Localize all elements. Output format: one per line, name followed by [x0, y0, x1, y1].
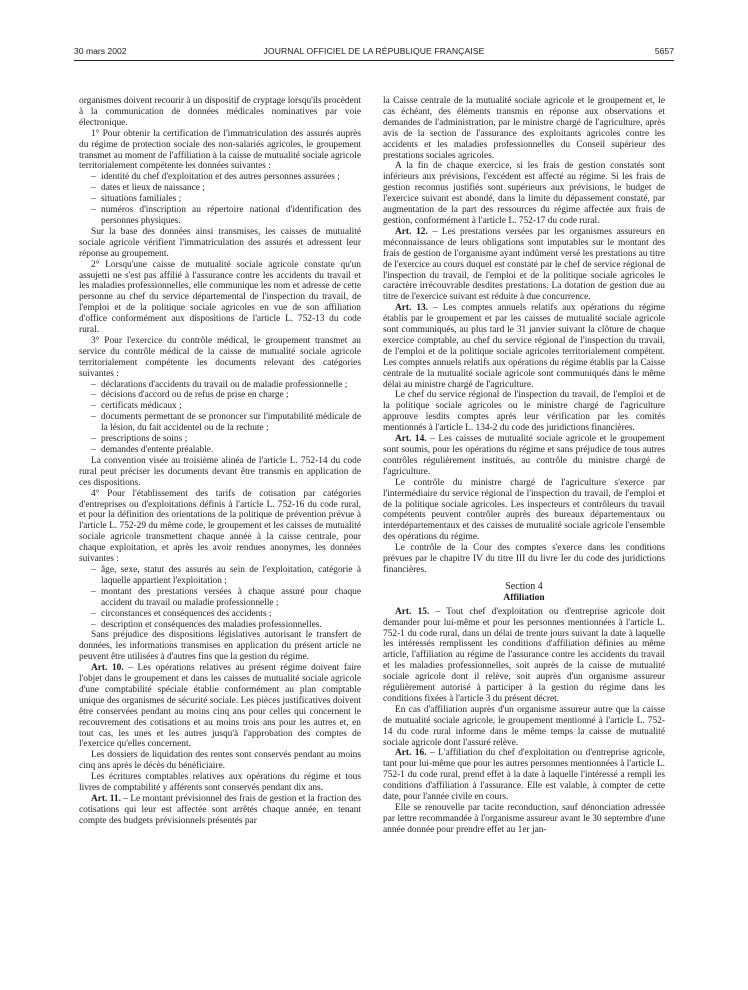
paragraph: 4° Pour l'établissement des tarifs de cotisation par catégories d'entreprises ou d'exploitations définis à l'article L. 752-16 du code rural, et pour la définition des orientations de la politique de prévention prévue à l'article L. 752-29 du même code, le groupement et les caisses de mutualité sociale agricole transmettent chaque année à la caisse centrale, pour chaque exploitation, et après les avoir rendues anonymes, les données suivantes : [79, 488, 361, 565]
list-item: – âge, sexe, statut des assurés au sein de l'exploitation, catégorie à laquelle appartient l'exploitation ; [91, 565, 361, 587]
article-14 [383, 434, 665, 478]
article-text: – Les opérations relatives au présent régime doivent faire l'objet dans le groupement et dans les caisses de mutualité sociale agricole d'une comptabilité spéciale établie conformément au plan comptable unique des organismes de sécurité sociale. Les pièces justificatives doivent être conservées pendant au moins cinq ans pour celles qui concernent le recouvrement des cotisations et au moins trois ans pour les autres et, en tout cas, les unes et les autres jusqu'à l'approbation des comptes de l'exercice qu'elles concernent. [79, 663, 361, 750]
list-item: – déclarations d'accidents du travail ou de maladie professionnelle ; [91, 380, 361, 391]
section-heading: Section 4 [505, 580, 543, 592]
article-label: Art. 14. [395, 434, 427, 445]
paragraph: Le contrôle du ministre chargé de l'agriculture s'exerce par l'intermédiaire du service régional de l'inspection du travail, de l'emploi et de la politique sociale agricoles. Les inspecteurs et contrôleurs du travail compétents peuvent contrôler auprès des bureaux départementaux ou interdépartementaux et des caisses de mutualité sociale agricole l'ensemble des opérations du régime. [383, 477, 665, 543]
paragraph: Sans préjudice des dispositions législatives autorisant le transfert de données, les informations transmises en application du présent article ne peuvent être utilisées à d'autres fins que la gestion du régime. [79, 630, 361, 663]
header-date: 30 mars 2002 [74, 46, 127, 56]
list-item: – montant des prestations versées à chaque assuré pour chaque accident du travail ou maladie professionnelle ; [91, 587, 361, 609]
article-text: – Les prestations versées par les organismes assureurs en méconnaissance de leurs obligations sont imputables sur le montant des frais de gestion de l'organisme ayant indûment versé les prestations au titre de l'exercice au cours duquel est constaté par le chef de service régional de l'inspection du travail, de l'emploi et de la politique sociale agricoles le caractère irrécouvrable desdites prestations. La dotation de gestion due au titre de l'exercice suivant est réduite à due concurrence. [383, 226, 665, 303]
article-label: Art. 13. [395, 303, 429, 314]
page-header [74, 44, 674, 61]
paragraph: Elle se renouvelle par tacite reconduction, sauf dénonciation adressée par lettre recommandée à l'organisme assureur avant le 30 septembre d'une année donnée pour prendre effet au 1er jan- [383, 803, 665, 835]
article-label: Art. 15. [395, 606, 430, 617]
list-item: – certificats médicaux ; [91, 401, 361, 412]
paragraph: La convention visée au troisième alinéa de l'article L. 752-14 du code rural peut préciser les documents devant être transmis en application de ces dispositions. [79, 455, 361, 488]
paragraph: Le chef du service régional de l'inspection du travail, de l'emploi et de la politique sociale agricoles ou le ministre chargé de l'agriculture approuve lesdits comptes après leur vérification par les comités mentionnés à l'article L. 134-2 du code des juridictions financières. [383, 390, 665, 434]
article-label: Art. 12. [395, 226, 428, 237]
paragraph: Les écritures comptables relatives aux opérations du régime et tous livres de comptabilité y afférents sont conservés pendant dix ans. [79, 772, 361, 794]
list-item: – description et conséquences des maladies professionnelles. [91, 620, 361, 631]
right-column [383, 96, 665, 836]
list-item: – identité du chef d'exploitation et des autres personnes assurées ; [91, 172, 361, 183]
list-item: – numéros d'inscription au répertoire national d'identification des personnes physiques. [91, 205, 361, 227]
list-item: – dates et lieux de naissance ; [91, 183, 361, 194]
section-title: Affiliation [503, 592, 545, 603]
paragraph: la Caisse centrale de la mutualité sociale agricole et le groupement et, le cas échéant, des éléments transmis en réponse aux observations et demandes de l'administration, par le ministre chargé de l'agriculture, après avis de la section de l'assurance des exploitants agricoles contre les accidents et les maladies professionnelles du Conseil supérieur des prestations sociales agricoles. [383, 96, 665, 161]
list-item: – décisions d'accord ou de refus de prise en charge ; [91, 390, 361, 401]
paragraph: 3° Pour l'exercice du contrôle médical, le groupement transmet au service du contrôle médical de la caisse de mutualité sociale agricole territorialement compétente les documents relevant des catégories suivantes : [79, 335, 361, 379]
paragraph: Sur la base des données ainsi transmises, les caisses de mutualité sociale agricole vérifient l'immatriculation des assurés et adressent leur réponse au groupement. [79, 226, 361, 259]
article-11 [79, 794, 361, 827]
list-item: – documents permettant de se prononcer sur l'imputabilité médicale de la lésion, du fait accidentel ou de la rechute ; [91, 412, 361, 434]
list-documents [79, 380, 361, 456]
left-column [79, 96, 361, 827]
paragraph: Les dossiers de liquidation des rentes sont conservés pendant au moins cinq ans après le décès du bénéficiaire. [79, 750, 361, 772]
list-data-items [79, 172, 361, 227]
paragraph: organismes doivent recourir à un dispositif de cryptage lorsqu'ils procèdent à la communication de données médicales nominatives par voie électronique. [79, 96, 361, 128]
article-text: – Tout chef d'exploitation ou d'entreprise agricole doit demander pour lui-même et pour les personnes mentionnées à l'article L. 752-1 du code rural, dans un délai de trente jours suivant la date à laquelle les intéressés remplissent les conditions d'affiliation définies au même article, l'affiliation au régime de l'assurance contre les accidents du travail et les maladies professionnelles, soit auprès de la caisse de mutualité sociale agricole dont il relève, soit auprès d'un organisme assureur régulièrement autorisé à participer à la gestion du régime dans les conditions fixées à l'article 3 du présent décret. [383, 606, 665, 704]
article-16 [383, 748, 665, 803]
list-annual-data [79, 565, 361, 630]
list-item: – prescriptions de soins ; [91, 434, 361, 445]
article-label: Art. 11. [91, 794, 121, 804]
article-text: – Les caisses de mutualité sociale agricole et le groupement sont soumis, pour les opérations du régime et sans préjudice de tous autres contrôles régulièrement institués, au contrôle du ministre chargé de l'agriculture. [383, 434, 665, 477]
paragraph: En cas d'affiliation auprès d'un organisme assureur autre que la caisse de mutualité sociale agricole, le groupement mentionné à l'article L. 752-14 du code rural informe dans le même temps la caisse de mutualité sociale agricole dont l'assuré relève. [383, 704, 665, 748]
paragraph: 1° Pour obtenir la certification de l'immatriculation des assurés auprès du régime de protection sociale des non-salariés agricoles, le groupement transmet au moment de l'affiliation à la caisse de mutualité sociale agricole territorialement compétente les données suivantes : [79, 128, 361, 172]
header-page-number: 5657 [654, 46, 674, 56]
article-text: – L'affiliation du chef d'exploitation ou d'entreprise agricole, tant pour lui-même que pour les autres personnes mentionnées à l'article L. 752-1 du code rural, prend effet à la date à laquelle l'intéressé a rempli les conditions d'affiliation à l'assurance. Elle est valable, à compter de cette date, pour l'année civile en cours. [383, 748, 665, 803]
list-item: – circonstances et conséquences des accidents ; [91, 609, 361, 620]
article-label: Art. 16. [395, 748, 427, 759]
list-item: – situations familiales ; [91, 194, 361, 205]
article-10 [79, 663, 361, 750]
article-15 [383, 607, 665, 705]
paragraph: Le contrôle de la Cour des comptes s'exerce dans les conditions prévues par le chapitre IV du titre III du livre Ier du code des juridictions financières. [383, 543, 665, 575]
paragraph: A la fin de chaque exercice, si les frais de gestion constatés sont inférieurs aux prévisions, l'excédent est affecté au régime. Si les frais de gestion reconnus justifiés sont supérieurs aux prévisions, le budget de l'exercice suivant est abondé, dans la limite du dépassement constaté, par augmentation de la part des ressources du régime affectée aux frais de gestion, conformément à l'article L. 752-17 du code rural. [383, 161, 665, 226]
header-title: JOURNAL OFFICIEL DE LA RÉPUBLIQUE FRANÇAISE [263, 46, 485, 56]
article-13 [383, 303, 665, 390]
article-label: Art. 10. [91, 663, 124, 674]
article-12 [383, 227, 665, 303]
list-item: – demandes d'entente préalable. [91, 445, 361, 456]
article-text: – Le montant prévisionnel des frais de gestion et la fraction des cotisations qui leur est affectée sont arrêtés chaque année, en tenant compte des budgets prévisionnels présentés par [79, 794, 361, 826]
article-text: – Les comptes annuels relatifs aux opérations du régime établis par le groupement et par les caisses de mutualité sociale agricole sont communiqués, au plus tard le 31 janvier suivant la clôture de chaque exercice comptable, au chef du service régional de l'inspection du travail, de l'emploi et de la politique sociale agricoles territorialement compétent. Les comptes annuels relatifs aux opérations du régime établis par la Caisse centrale de la mutualité sociale agricole sont communiqués dans le même délai au ministre chargé de l'agriculture. [383, 303, 665, 390]
paragraph: 2° Lorsqu'une caisse de mutualité sociale agricole constate qu'un assujetti ne s'est pas affilié à l'assurance contre les accidents du travail et les maladies professionnelles, elle communique les nom et adresse de cette personne au chef du service départemental de l'inspection du travail, de l'emploi et de la politique sociale agricoles en vue de son affiliation d'office conformément aux dispositions de l'article L. 752-13 du code rural. [79, 259, 361, 336]
